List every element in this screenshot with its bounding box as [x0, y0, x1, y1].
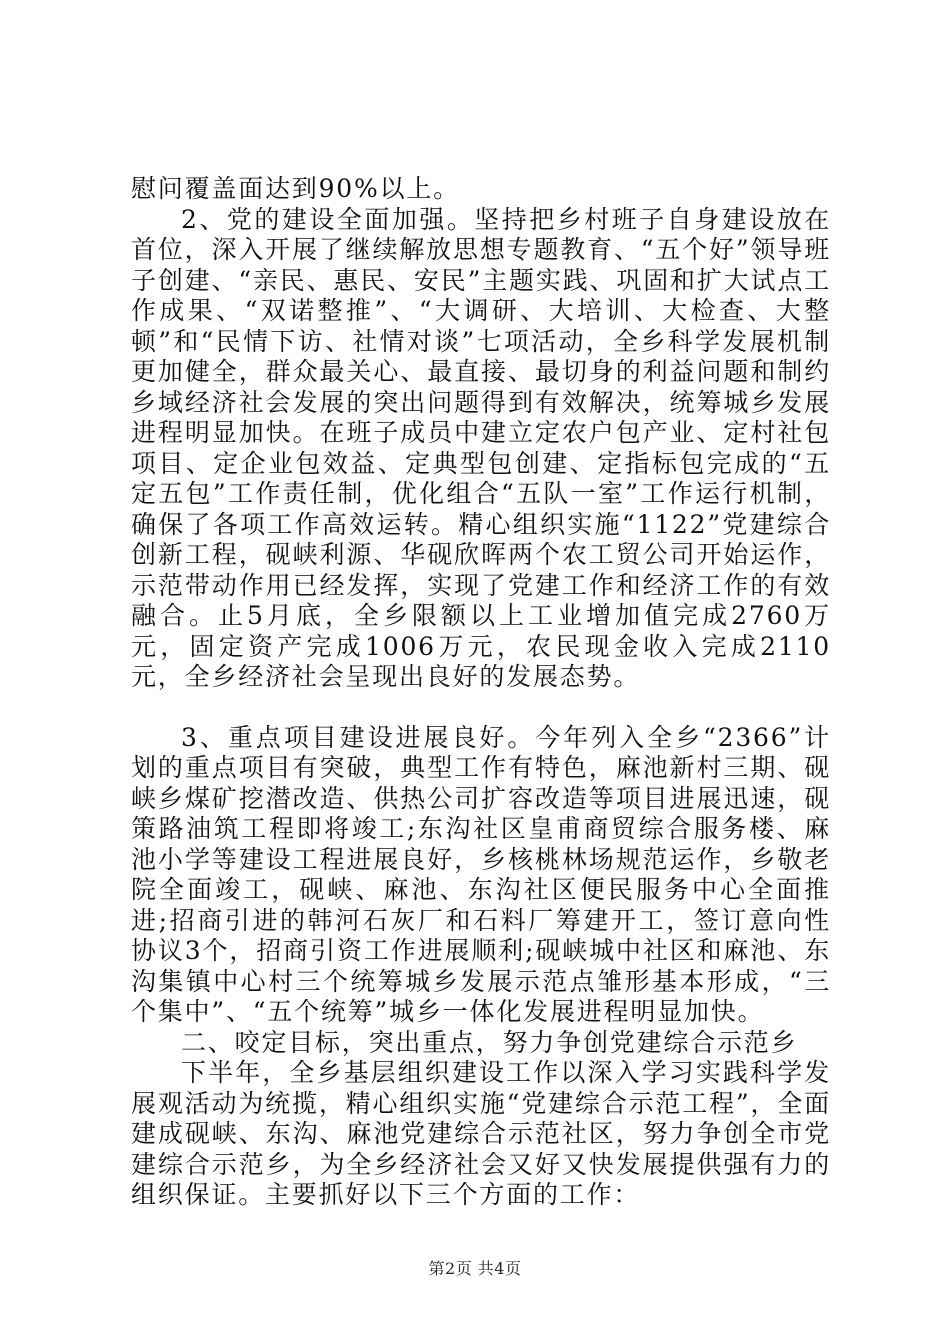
page-number-footer: 第2页 共4页: [428, 1259, 522, 1278]
section-heading-two: 二、咬定目标，突出重点，努力争创党建综合示范乡: [181, 1027, 798, 1057]
document-body: [131, 174, 831, 1211]
paragraph-continuation: 慰问覆盖面达到90%以上。: [131, 174, 460, 203]
paragraph-gap: [131, 693, 831, 723]
paragraph-second-half-plan: 下半年，全乡基层组织建设工作以深入学习实践科学发展观活动为统揽，精心组织实施“党建综合示范工程”，全面建成砚峡、东沟、麻池党建综合示范社区，努力争创全市党建综合示范乡，为全乡经济社会又好又快发展提供强有力的组织保证。主要抓好以下三个方面的工作：: [131, 1058, 831, 1209]
paragraph-party-building: 2、党的建设全面加强。坚持把乡村班子自身建设放在首位，深入开展了继续解放思想专题教育、“五个好”领导班子创建、“亲民、惠民、安民”主题实践、巩固和扩大试点工作成果、“双诺整推”、“大调研、大培训、大检查、大整顿”和“民情下访、社情对谈”七项活动，全乡科学发展机制更加健全，群众最关心、最直接、最切身的利益问题和制约乡域经济社会发展的突出问题得到有效解决，统筹城乡发展进程明显加快。在班子成员中建立定农户包产业、定村社包项目、定企业包效益、定典型包创建、定指标包完成的“五定五包”工作责任制，优化组合“五队一室”工作运行机制，确保了各项工作高效运转。精心组织实施“1122”党建综合创新工程，砚峡利源、华砚欣晖两个农工贸公司开始运作，示范带动作用已经发挥，实现了党建工作和经济工作的有效融合。止5月底，全乡限额以上工业增加值完成2760万元，固定资产完成1006万元，农民现金收入完成2110元，全乡经济社会呈现出良好的发展态势。: [131, 204, 831, 691]
paragraph-key-projects: 3、重点项目建设进展良好。今年列入全乡“2366”计划的重点项目有突破，典型工作有特色，麻池新村三期、砚峡乡煤矿挖潜改造、供热公司扩容改造等项目进展迅速，砚策路油筑工程即将竣工;东沟社区皇甫商贸综合服务楼、麻池小学等建设工程进展良好，乡核桃林场规范运作，乡敬老院全面竣工，砚峡、麻池、东沟社区便民服务中心全面推进;招商引进的韩河石灰厂和石料厂筹建开工，签订意向性协议3个，招商引资工作进展顺利;砚峡城中社区和麻池、东沟集镇中心村三个统筹城乡发展示范点雏形基本形成，“三个集中”、“五个统筹”城乡一体化发展进程明显加快。: [131, 722, 831, 1026]
